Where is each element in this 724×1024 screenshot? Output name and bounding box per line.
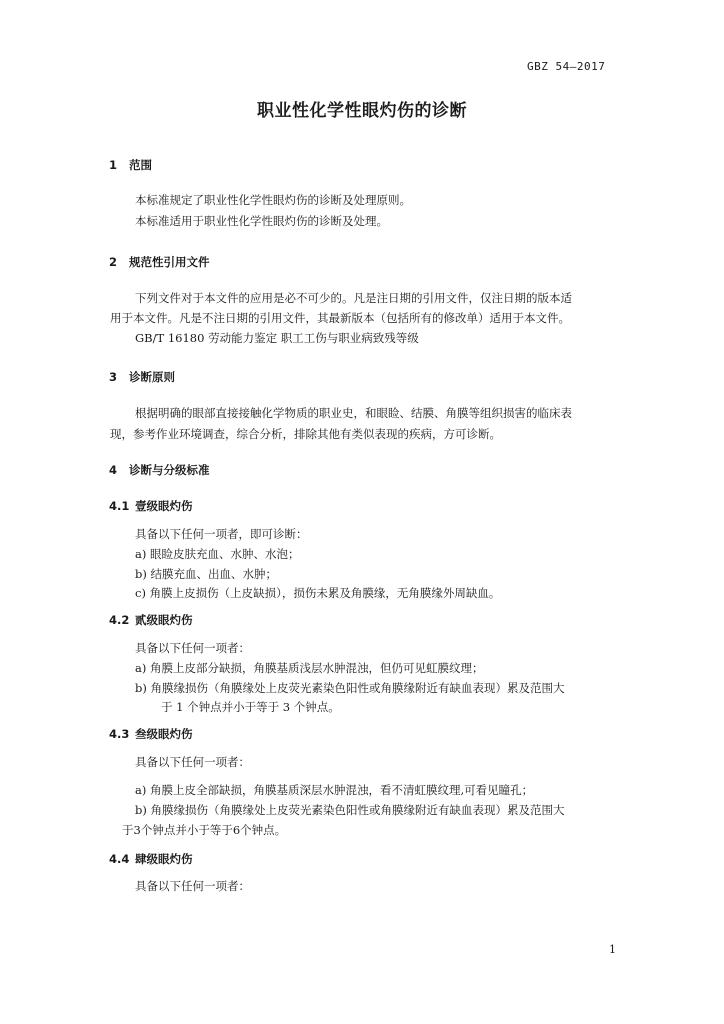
document-title: 职业性化学性眼灼伤的诊断: [257, 101, 467, 121]
subsection-4-1-heading: [109, 498, 193, 514]
subsection-title: 叁级眼灼伤: [135, 727, 193, 741]
page-number: 1: [609, 943, 616, 956]
paragraph-line: 现，参考作业环境调查，综合分析，排除其他有类似表现的疾病，方可诊断。: [110, 427, 501, 441]
list-item: c) 角膜上皮损伤（上皮缺损），损伤未累及角膜缘，无角膜缘外周缺血。: [135, 586, 501, 600]
paragraph-line: 用于本文件。凡是不注日期的引用文件，其最新版本（包括所有的修改单）适用于本文件。: [110, 311, 570, 325]
intro-line: 具备以下任何一项者：: [135, 755, 250, 769]
paragraph-line: 根据明确的眼部直接接触化学物质的职业史，和眼睑、结膜、角膜等组织损害的临床表: [135, 406, 572, 420]
subsection-4-4-heading: [109, 851, 193, 867]
list-item: a) 角膜上皮全部缺损，角膜基质深层水肿混浊，看不清虹膜纹理,可看见瞳孔；: [135, 783, 534, 797]
section-title: 范围: [129, 158, 152, 172]
list-item: a) 角膜上皮部分缺损，角膜基质浅层水肿混浊，但仍可见虹膜纹理；: [135, 661, 484, 675]
paragraph: 本标准适用于职业性化学性眼灼伤的诊断及处理。: [135, 214, 388, 228]
section-title: 诊断与分级标准: [129, 463, 210, 477]
subsection-number: 4.2: [109, 613, 130, 627]
section-number: 1: [109, 158, 118, 172]
list-item-continuation: 于3个钟点并小于等于6个钟点。: [122, 823, 287, 837]
section-number: 2: [109, 255, 118, 269]
section-4-heading: [109, 462, 210, 478]
subsection-4-2-heading: [109, 612, 193, 628]
list-item: a) 眼睑皮肤充血、水肿、水泡；: [135, 547, 300, 561]
section-2-heading: [109, 254, 210, 270]
paragraph-line: 下列文件对于本文件的应用是必不可少的。凡是注日期的引用文件，仅注日期的版本适: [135, 291, 572, 305]
intro-line: 具备以下任何一项者，即可诊断：: [135, 527, 308, 541]
intro-line: 具备以下任何一项者：: [135, 879, 250, 893]
reference-item: GB/T 16180 劳动能力鉴定 职工工伤与职业病致残等级: [135, 331, 419, 345]
list-item: b) 结膜充血、出血、水肿；: [135, 567, 278, 581]
section-1-heading: [109, 157, 152, 173]
subsection-title: 壹级眼灼伤: [135, 499, 193, 513]
subsection-number: 4.3: [109, 727, 130, 741]
subsection-title: 贰级眼灼伤: [135, 613, 193, 627]
list-item: b) 角膜缘损伤（角膜缘处上皮荧光素染色阳性或角膜缘附近有缺血表现）累及范围大: [135, 681, 565, 695]
subsection-4-3-heading: [109, 726, 193, 742]
section-number: 3: [109, 370, 118, 384]
section-3-heading: [109, 369, 175, 385]
subsection-title: 肆级眼灼伤: [135, 852, 193, 866]
subsection-number: 4.4: [109, 852, 130, 866]
section-title: 规范性引用文件: [129, 255, 210, 269]
subsection-number: 4.1: [109, 499, 130, 513]
list-item-continuation: 于 1 个钟点并小于等于 3 个钟点。: [161, 700, 340, 714]
intro-line: 具备以下任何一项者：: [135, 641, 250, 655]
standard-number: GBZ 54—2017: [527, 60, 606, 73]
list-item: b) 角膜缘损伤（角膜缘处上皮荧光素染色阳性或角膜缘附近有缺血表现）累及范围大: [135, 803, 565, 817]
section-title: 诊断原则: [129, 370, 175, 384]
paragraph: 本标准规定了职业性化学性眼灼伤的诊断及处理原则。: [135, 193, 411, 207]
section-number: 4: [109, 463, 118, 477]
